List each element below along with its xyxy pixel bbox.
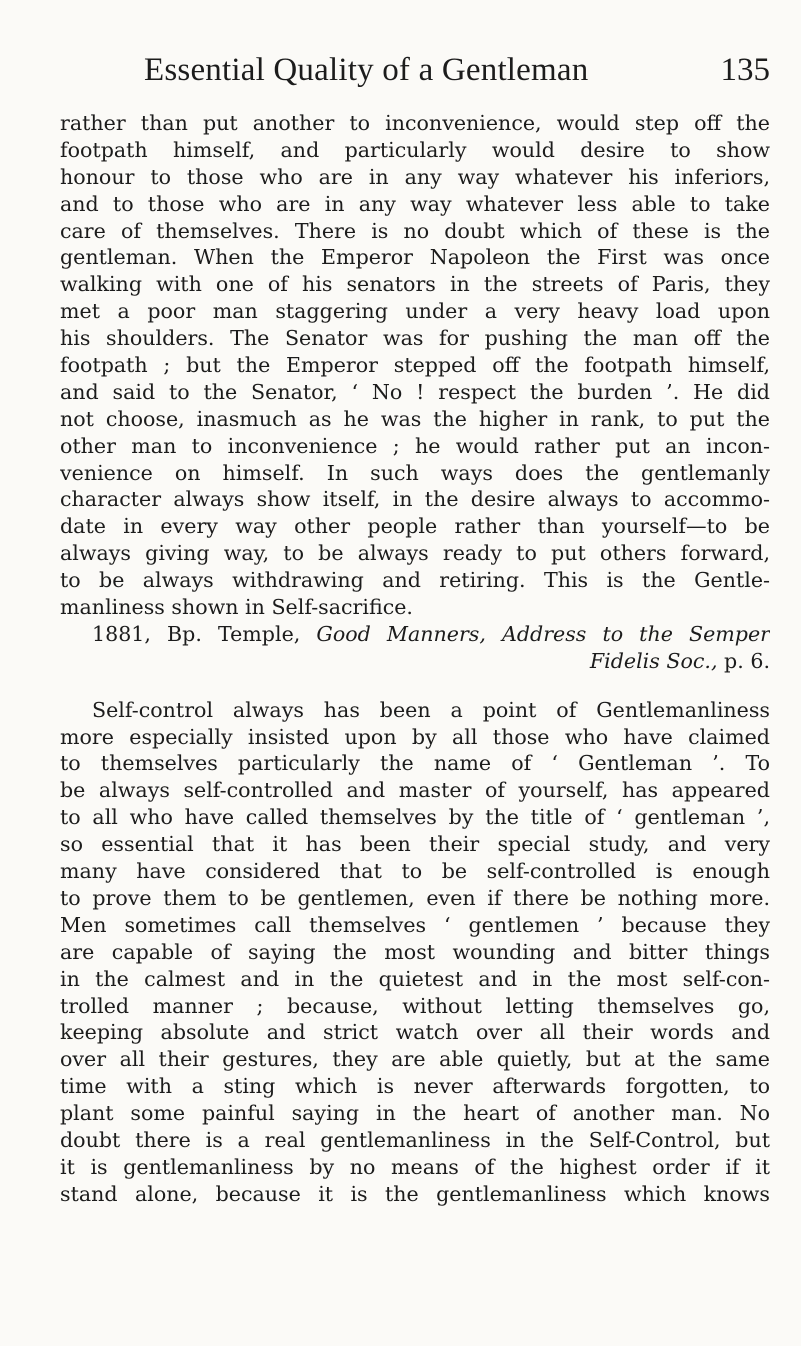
citation-page: p. 6. xyxy=(717,648,770,673)
text-line: rather than put another to inconvenience, would step off the xyxy=(60,111,770,135)
text-line: and said to the Senator, ‘ No ! respect the burden ’. He did xyxy=(60,379,770,404)
text-line: time with a sting which is never afterwards forgotten, to xyxy=(60,1074,770,1099)
paragraph-self-control xyxy=(60,697,770,1208)
text-line: in the calmest and in the quietest and in the most self-con- xyxy=(60,966,770,991)
text-line: character always show itself, in the desire always to accommo- xyxy=(60,487,770,512)
text-line: it is gentlemanliness by no means of the highest order if it xyxy=(60,1154,770,1179)
text-line: keeping absolute and strict watch over all their words and xyxy=(60,1020,770,1045)
text-line: Men sometimes call themselves ‘ gentlemen ’ because they xyxy=(60,912,770,937)
citation-title-cont: Fidelis Soc., xyxy=(589,648,718,673)
text-line: over all their gestures, they are able quietly, but at the same xyxy=(60,1047,770,1072)
text-line: not choose, inasmuch as he was the higher in rank, to put the xyxy=(60,406,770,431)
text-line: plant some painful saying in the heart of another man. No xyxy=(60,1101,770,1126)
citation xyxy=(60,621,770,675)
text-line: are capable of saying the most wounding and bitter things xyxy=(60,939,770,964)
running-head xyxy=(60,52,770,96)
text-line: to themselves particularly the name of ‘ Gentleman ’. To xyxy=(60,751,770,776)
citation-line xyxy=(60,621,770,648)
text-line: gentleman. When the Emperor Napoleon the First was once xyxy=(60,245,770,270)
paragraph-gap xyxy=(60,675,770,697)
text-line: to be always withdrawing and retiring. This is the Gentle- xyxy=(60,568,770,593)
text-line: care of themselves. There is no doubt which of these is the xyxy=(60,218,770,243)
text-line: honour to those who are in any way whatever his inferiors, xyxy=(60,164,770,189)
text-line: manliness shown in Self-sacrifice. xyxy=(60,595,413,620)
text-line: his shoulders. The Senator was for pushing the man off the xyxy=(60,326,770,351)
text-line: be always self-controlled and master of yourself, has appeared xyxy=(60,778,770,803)
body-text xyxy=(60,110,770,1208)
text-line: to prove them to be gentlemen, even if there be nothing more. xyxy=(60,885,770,910)
text-line: walking with one of his senators in the streets of Paris, they xyxy=(60,272,770,297)
page-number: 135 xyxy=(720,52,770,88)
text-line: other man to inconvenience ; he would rather put an incon- xyxy=(60,433,770,458)
citation-source: 1881, Bp. Temple, xyxy=(92,621,317,646)
text-line: footpath himself, and particularly would desire to show xyxy=(60,137,770,162)
text-line: more especially insisted upon by all those who have claimed xyxy=(60,724,770,749)
text-line: Self-control always has been a point of Gentlemanliness xyxy=(92,697,770,722)
citation-line xyxy=(60,648,770,675)
text-line: trolled manner ; because, without letting themselves go, xyxy=(60,993,770,1018)
text-line: doubt there is a real gentlemanliness in the Self-Control, but xyxy=(60,1127,770,1152)
citation-title: Good Manners, Address to the Semper xyxy=(316,621,770,646)
text-line: venience on himself. In such ways does the gentlemanly xyxy=(60,460,770,485)
text-line: date in every way other people rather than yourself—to be xyxy=(60,514,770,539)
paragraph-self-sacrifice xyxy=(60,110,770,621)
text-line: so essential that it has been their special study, and very xyxy=(60,832,770,857)
text-line: always giving way, to be always ready to put others forward, xyxy=(60,541,770,566)
running-title: Essential Quality of a Gentleman xyxy=(144,52,589,88)
text-line: to all who have called themselves by the title of ‘ gentleman ’, xyxy=(60,805,770,830)
text-line: many have considered that to be self-controlled is enough xyxy=(60,859,770,884)
text-line: met a poor man staggering under a very heavy load upon xyxy=(60,299,770,324)
text-line: stand alone, because it is the gentlemanliness which knows xyxy=(60,1181,770,1206)
text-line: and to those who are in any way whatever less able to take xyxy=(60,191,770,216)
text-line: footpath ; but the Emperor stepped off the footpath himself, xyxy=(60,353,770,378)
